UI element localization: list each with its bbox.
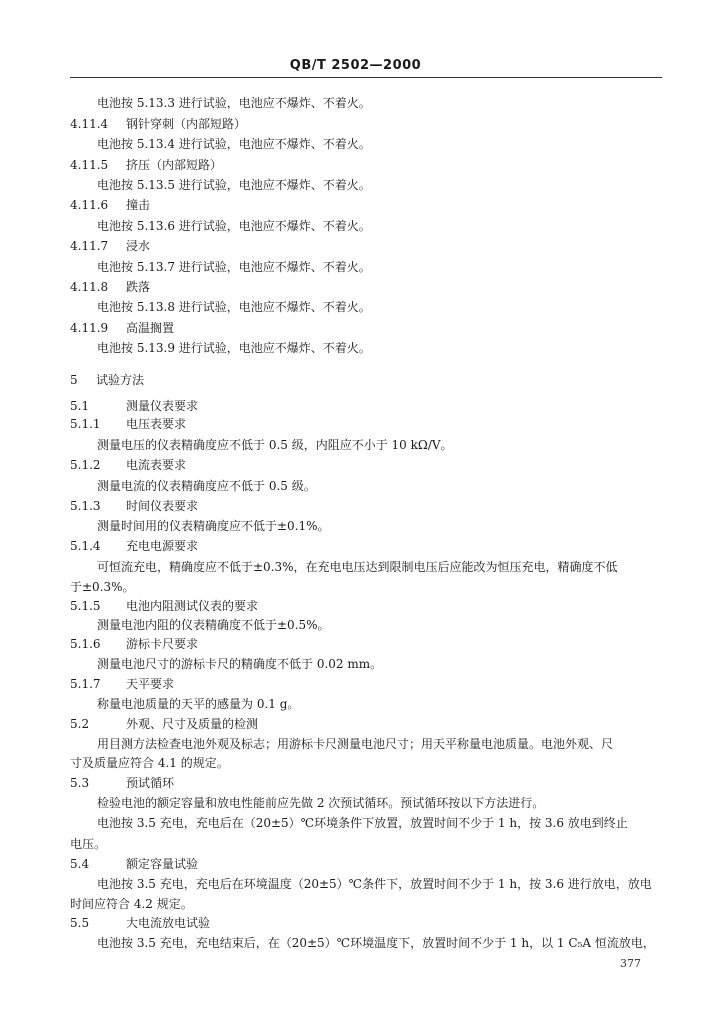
text-line: 测量电池内阻的仪表精确度不低于±0.5%。 <box>97 618 330 632</box>
text-line: 电池按 3.5 充电，充电后在环境温度（20±5）℃条件下，放置时间不少于 1 h，按 3.6 进行放电，放电 <box>97 877 652 891</box>
clause-number: 5.4 <box>70 857 90 871</box>
clause-title: 大电流放电试验 <box>126 916 211 930</box>
clause-title: 预试循环 <box>126 776 175 790</box>
text-line: 用目测方法检查电池外观及标志；用游标卡尺测量电池尺寸；用天平称量电池质量。电池外观、尺 <box>97 737 614 751</box>
clause-title: 浸水 <box>126 239 151 253</box>
text-line: 电池按 5.13.8 进行试验，电池应不爆炸、不着火。 <box>97 300 371 314</box>
text-line: 寸及质量应符合 4.1 的规定。 <box>70 756 229 770</box>
clause-title: 撞击 <box>126 198 151 212</box>
clause-number: 5 <box>70 373 78 387</box>
text-line: 检验电池的额定容量和放电性能前应先做 2 次预试循环。预试循环按以下方法进行。 <box>97 796 545 810</box>
header-code: QB/T 2502—2000 <box>289 58 422 73</box>
clause-number: 4.11.8 <box>70 280 109 294</box>
clause-title: 充电电源要求 <box>126 539 199 553</box>
clause-number: 5.1.5 <box>70 599 101 613</box>
clause-number: 5.1.1 <box>70 417 101 431</box>
header-rule <box>70 77 662 78</box>
text-line: 电池按 5.13.7 进行试验，电池应不爆炸、不着火。 <box>97 260 371 274</box>
clause-number: 5.1.2 <box>70 458 101 472</box>
text-line: 电池按 5.13.9 进行试验，电池应不爆炸、不着火。 <box>97 341 371 355</box>
clause-number: 4.11.7 <box>70 239 109 253</box>
text-line: 时间应符合 4.2 规定。 <box>70 897 193 911</box>
text-line: 电池按 3.5 充电，充电结束后，在（20±5）℃环境温度下，放置时间不少于 1 h，以 1 C₅A 恒流放电， <box>97 936 655 950</box>
clause-number: 5.1.3 <box>70 499 101 513</box>
text-line: 可恒流充电，精确度应不低于±0.3%，在充电电压达到限制电压后应能改为恒压充电，精确度不低 <box>97 560 618 574</box>
clause-title: 游标卡尺要求 <box>126 637 199 651</box>
clause-number: 5.3 <box>70 776 90 790</box>
text-line: 电池按 3.5 充电，充电后在（20±5）℃环境条件下放置，放置时间不少于 1 h，按 3.6 放电到终止 <box>97 816 628 830</box>
text-line: 测量时间用的仪表精确度应不低于±0.1%。 <box>97 519 330 533</box>
clause-title: 电流表要求 <box>126 458 187 472</box>
clause-number: 4.11.5 <box>70 158 109 172</box>
text-line: 测量电流的仪表精确度应不低于 0.5 级。 <box>97 479 316 493</box>
clause-title: 试验方法 <box>96 373 145 387</box>
clause-number: 4.11.9 <box>70 321 109 335</box>
clause-number: 5.1.4 <box>70 539 101 553</box>
clause-number: 5.5 <box>70 916 90 930</box>
text-line: 称量电池质量的天平的感量为 0.1 g。 <box>97 697 300 711</box>
clause-title: 额定容量试验 <box>126 857 199 871</box>
clause-number: 5.1 <box>70 399 90 413</box>
text-line: 测量电压的仪表精确度应不低于 0.5 级，内阻应不小于 10 kΩ/V。 <box>97 438 453 452</box>
text-line: 电压。 <box>70 837 107 851</box>
text-line: 测量电池尺寸的游标卡尺的精确度不低于 0.02 mm。 <box>97 657 383 671</box>
clause-title: 挤压（内部短路） <box>126 158 223 172</box>
clause-title: 外观、尺寸及质量的检测 <box>126 717 259 731</box>
page-number: 377 <box>620 957 641 970</box>
clause-title: 电压表要求 <box>126 417 187 431</box>
text-line: 电池按 5.13.4 进行试验，电池应不爆炸、不着火。 <box>97 137 371 151</box>
text-line: 电池按 5.13.6 进行试验，电池应不爆炸、不着火。 <box>97 219 371 233</box>
clause-number: 5.1.6 <box>70 637 101 651</box>
text-line: 电池按 5.13.3 进行试验，电池应不爆炸、不着火。 <box>97 96 371 110</box>
clause-title: 测量仪表要求 <box>126 399 199 413</box>
clause-number: 4.11.6 <box>70 198 109 212</box>
clause-title: 天平要求 <box>126 677 175 691</box>
text-line: 于±0.3%。 <box>70 580 135 594</box>
clause-title: 跌落 <box>126 280 151 294</box>
clause-title: 时间仪表要求 <box>126 499 199 513</box>
clause-number: 5.2 <box>70 717 90 731</box>
clause-title: 高温搁置 <box>126 321 175 335</box>
clause-number: 4.11.4 <box>70 117 109 131</box>
text-line: 电池按 5.13.5 进行试验，电池应不爆炸、不着火。 <box>97 178 371 192</box>
clause-title: 电池内阻测试仪表的要求 <box>126 599 259 613</box>
clause-number: 5.1.7 <box>70 677 101 691</box>
clause-title: 钢针穿刺（内部短路） <box>126 117 247 131</box>
